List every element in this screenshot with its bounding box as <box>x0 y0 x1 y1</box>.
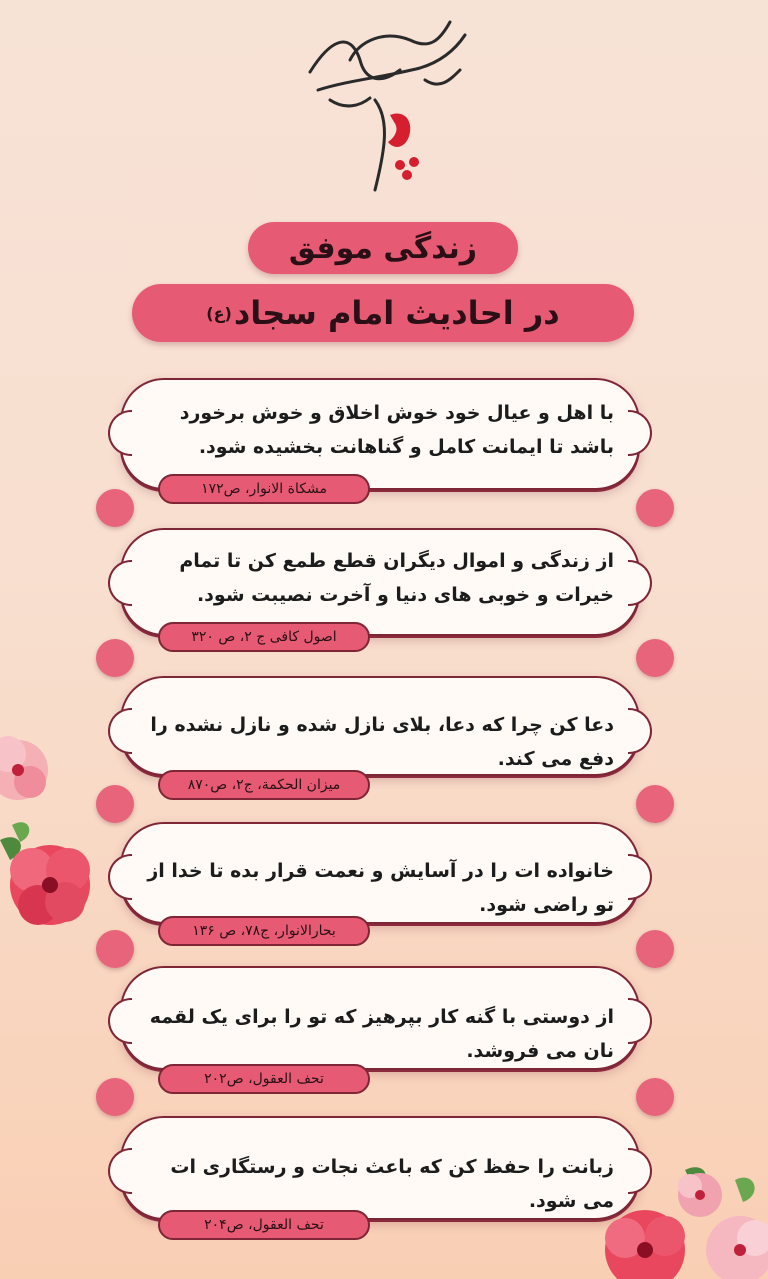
decorative-dot <box>636 930 674 968</box>
hadith-card-2 <box>120 528 640 636</box>
hadith-text: زبانت را حفظ کن که باعث نجات و رستگاری ات می شود. <box>170 1156 614 1212</box>
title-line-2-text: در احادیث امام سجاد <box>233 294 560 332</box>
hadith-text: خانواده ات را در آسایش و نعمت قرار بده تا خدا از تو راضی شود. <box>147 860 614 916</box>
title-line-1-text: زندگی موفق <box>288 230 478 266</box>
decorative-dot <box>96 930 134 968</box>
hadith-source-2: اصول کافی ج ۲، ص ۳۲۰ <box>158 622 370 652</box>
title-line-1 <box>248 222 518 274</box>
hadith-source-4: بحارالانوار، ج۷۸، ص ۱۳۶ <box>158 916 370 946</box>
hadith-text: از دوستی با گنه کار بپرهیز که تو را برای یک لقمه نان می فروشد. <box>149 1006 614 1062</box>
decorative-dot <box>96 639 134 677</box>
hadith-text: از زندگی و اموال دیگران قطع طمع کن تا تمام خیرات و خوبی های دنیا و آخرت نصیبت شود. <box>179 550 614 606</box>
decorative-dot <box>96 489 134 527</box>
hadith-source-1: مشکاة الانوار، ص۱۷۲ <box>158 474 370 504</box>
hadith-card-4 <box>120 822 640 924</box>
flower-decoration-right <box>595 1150 768 1279</box>
hadith-card-6 <box>120 1116 640 1220</box>
decorative-dot <box>636 489 674 527</box>
title-honorific: (ع) <box>206 303 232 323</box>
hadith-source-3: میزان الحکمة، ج۲، ص۸۷۰ <box>158 770 370 800</box>
hadith-text: با اهل و عیال خود خوش اخلاق و خوش برخورد باشد تا ایمانت کامل و گناهانت بخشیده شود. <box>179 402 614 458</box>
decorative-dot <box>636 785 674 823</box>
flower-decoration-left <box>0 730 100 940</box>
hadith-source-5: تحف العقول، ص۲۰۲ <box>158 1064 370 1094</box>
decorative-dot <box>636 639 674 677</box>
hadith-card-5 <box>120 966 640 1070</box>
hadith-card-3 <box>120 676 640 776</box>
title-line-2 <box>132 284 634 342</box>
calligraphy-logo <box>290 10 490 200</box>
hadith-source-6: تحف العقول، ص۲۰۴ <box>158 1210 370 1240</box>
decorative-dot <box>96 1078 134 1116</box>
decorative-dot <box>636 1078 674 1116</box>
hadith-text: دعا کن چرا که دعا، بلای نازل شده و نازل نشده را دفع می کند. <box>150 714 614 770</box>
decorative-dot <box>96 785 134 823</box>
